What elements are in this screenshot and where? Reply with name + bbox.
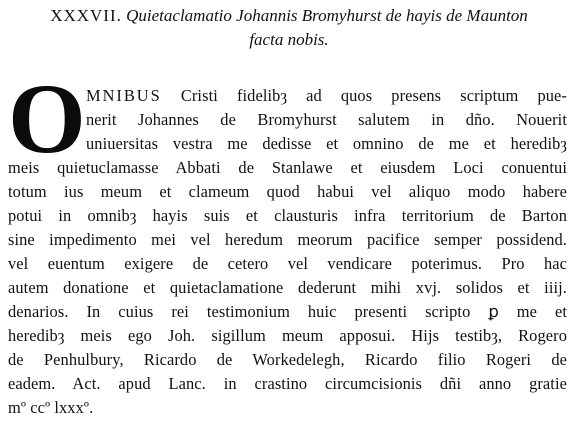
text-line-1 [86,86,567,106]
text-line-14: mº ccº lxxxº. [8,398,94,417]
charter-number: XXXVII. [50,6,122,25]
opening-word: MNIBUS [86,86,162,105]
text-line-4: meis quietuclamasse Abbati de Stanlawe et eiusdem Loci conuentui [8,158,567,177]
charter-title-part-2: facta nobis. [249,30,329,49]
text-line-7: sine impedimento mei vel heredum meorum pacifice semper possidend. [8,230,567,249]
charter-heading [8,4,570,52]
text-line-3: uniuersitas vestra me dedisse et omnino de me et heredibȝ [86,134,567,153]
text-line-2: nerit Johannes de Bromyhurst salutem in dño. Nouerit [86,110,567,129]
text-line-12: de Penhulbury, Ricardo de Workedelegh, Ricardo filio Rogeri de [8,350,567,369]
text-line-1-rest: Cristi fidelibȝ ad quos presens scriptum pue- [161,86,567,105]
text-line-6: potui in omnibȝ hayis suis et clausturis infra territorium de Barton [8,206,567,225]
text-line-11: heredibȝ meis ego Joh. sigillum meum apposui. Hijs testibȝ, Rogero [8,326,567,345]
text-line-5: totum ius meum et clameum quod habui vel aliquo modo habere [8,182,567,201]
text-line-10: denarios. In cuius rei testimonium huic presenti scripto ꝑ me et [8,302,567,321]
text-line-13: eadem. Act. apud Lanc. in crastino circumcisionis dñi anno gratie [8,374,567,393]
charter-title-part-1: Quietaclamatio Johannis Bromyhurst de hayis de Maunton [126,6,528,25]
text-line-8: vel euentum exigere de cetero vel vendicare poterimus. Pro hac [8,254,567,273]
heading-line-1 [8,4,570,28]
drop-cap-letter: O [8,63,86,174]
text-line-9: autem donatione et quietaclamatione dederunt mihi xvj. solidos et iiij. [8,278,567,297]
